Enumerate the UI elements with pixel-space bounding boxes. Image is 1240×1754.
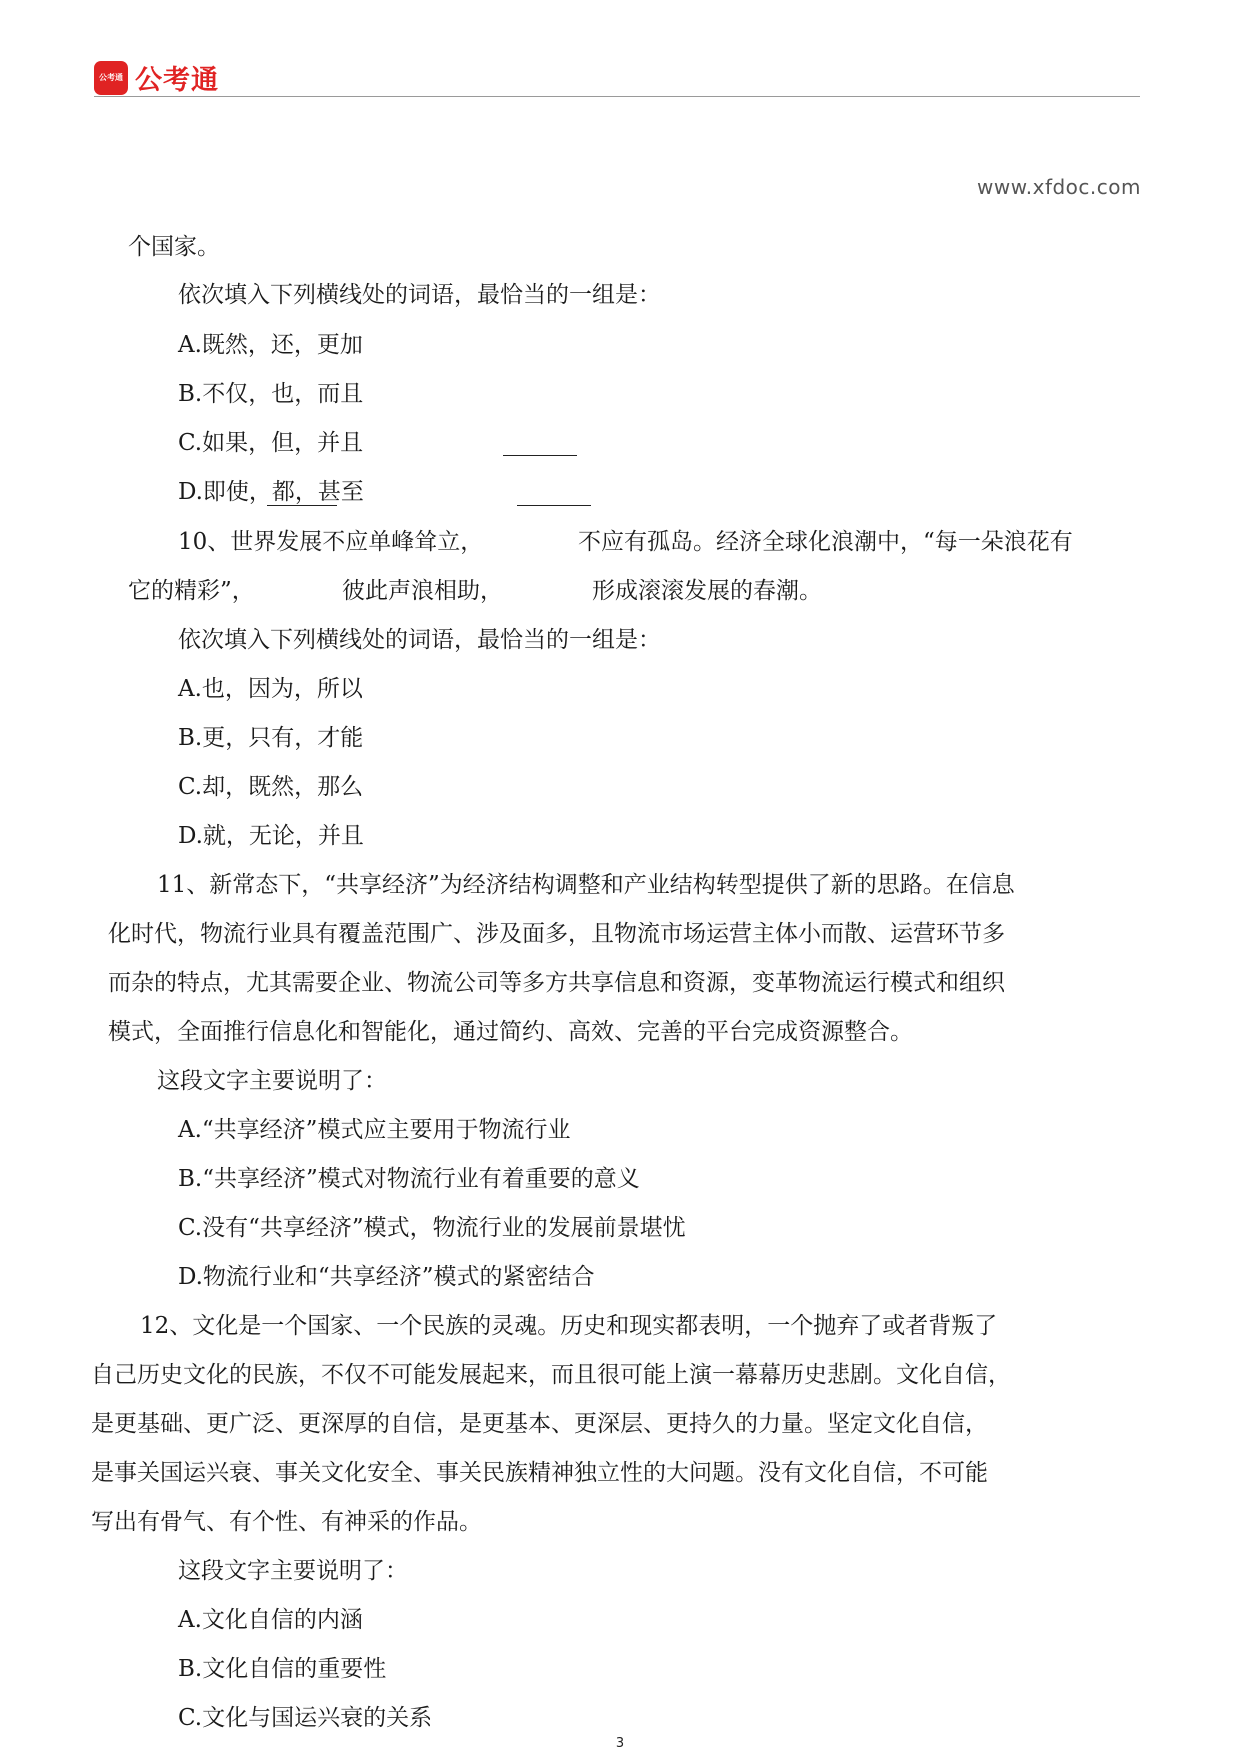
question-12-text: 是事关国运兴衰、事关文化安全、事关民族精神独立性的大问题。没有文化自信，不可能 [91, 1460, 988, 1486]
option-d: D.即使，都，甚至 [178, 479, 364, 505]
question-10-text: 彼此声浪相助， [342, 578, 503, 604]
question-11-text: 11、新常态下，“共享经济”为经济结构调整和产业结构转型提供了新的思路。在信息 [157, 872, 1015, 898]
question-12-text: 12、文化是一个国家、一个民族的灵魂。历史和现实都表明，一个抛弃了或者背叛了 [140, 1313, 998, 1339]
option-c: C.文化与国运兴衰的关系 [178, 1705, 433, 1731]
header-divider [94, 96, 1140, 97]
question-10-text: 10、世界发展不应单峰耸立， [178, 529, 484, 555]
paragraph-line: 个国家。 [128, 234, 220, 260]
question-10-text: 它的精彩”， [128, 578, 255, 604]
text-underline [267, 505, 337, 506]
option-a: A.文化自信的内涵 [178, 1607, 363, 1633]
option-c: C.没有“共享经济”模式，物流行业的发展前景堪忧 [178, 1215, 686, 1241]
question-11-text: 化时代，物流行业具有覆盖范围广、涉及面多，且物流市场运营主体小而散、运营环节多 [108, 921, 1005, 947]
question-prompt: 这段文字主要说明了： [178, 1558, 408, 1584]
question-prompt: 这段文字主要说明了： [157, 1068, 387, 1094]
option-b: B.不仅，也，而且 [178, 381, 364, 407]
fill-blank [503, 455, 577, 456]
brand-logo [94, 58, 219, 97]
option-b: B.“共享经济”模式对物流行业有着重要的意义 [178, 1166, 640, 1192]
question-11-text: 模式，全面推行信息化和智能化，通过简约、高效、完善的平台完成资源整合。 [108, 1019, 913, 1045]
question-10-text: 形成滚滚发展的春潮。 [592, 578, 822, 604]
question-12-text: 是更基础、更广泛、更深厚的自信，是更基本、更深层、更持久的力量。坚定文化自信， [91, 1411, 988, 1437]
question-12-text: 写出有骨气、有个性、有神采的作品。 [91, 1509, 482, 1535]
logo-badge-icon: 公考通 [94, 61, 128, 95]
question-prompt: 依次填入下列横线处的词语，最恰当的一组是： [178, 627, 661, 653]
option-b: B.更，只有，才能 [178, 725, 364, 751]
question-10-text: 不应有孤岛。经济全球化浪潮中，“每一朵浪花有 [578, 529, 1073, 555]
logo-text: 公考通 [135, 65, 219, 96]
page-number: 3 [615, 1736, 625, 1751]
option-a: A.既然，还，更加 [178, 332, 363, 358]
option-c: C.却，既然，那么 [178, 774, 364, 800]
option-b: B.文化自信的重要性 [178, 1656, 387, 1682]
option-a: A.“共享经济”模式应主要用于物流行业 [178, 1117, 571, 1143]
option-d: D.就，无论，并且 [178, 823, 364, 849]
option-a: A.也，因为，所以 [178, 676, 363, 702]
question-12-text: 自己历史文化的民族，不仅不可能发展起来，而且很可能上演一幕幕历史悲剧。文化自信， [91, 1362, 1011, 1388]
question-11-text: 而杂的特点，尤其需要企业、物流公司等多方共享信息和资源，变革物流运行模式和组织 [108, 970, 1005, 996]
fill-blank [517, 505, 591, 506]
option-d: D.物流行业和“共享经济”模式的紧密结合 [178, 1264, 595, 1290]
option-c: C.如果，但，并且 [178, 430, 364, 456]
question-prompt: 依次填入下列横线处的词语，最恰当的一组是： [178, 282, 661, 308]
site-url: www.xfdoc.com [977, 175, 1141, 199]
